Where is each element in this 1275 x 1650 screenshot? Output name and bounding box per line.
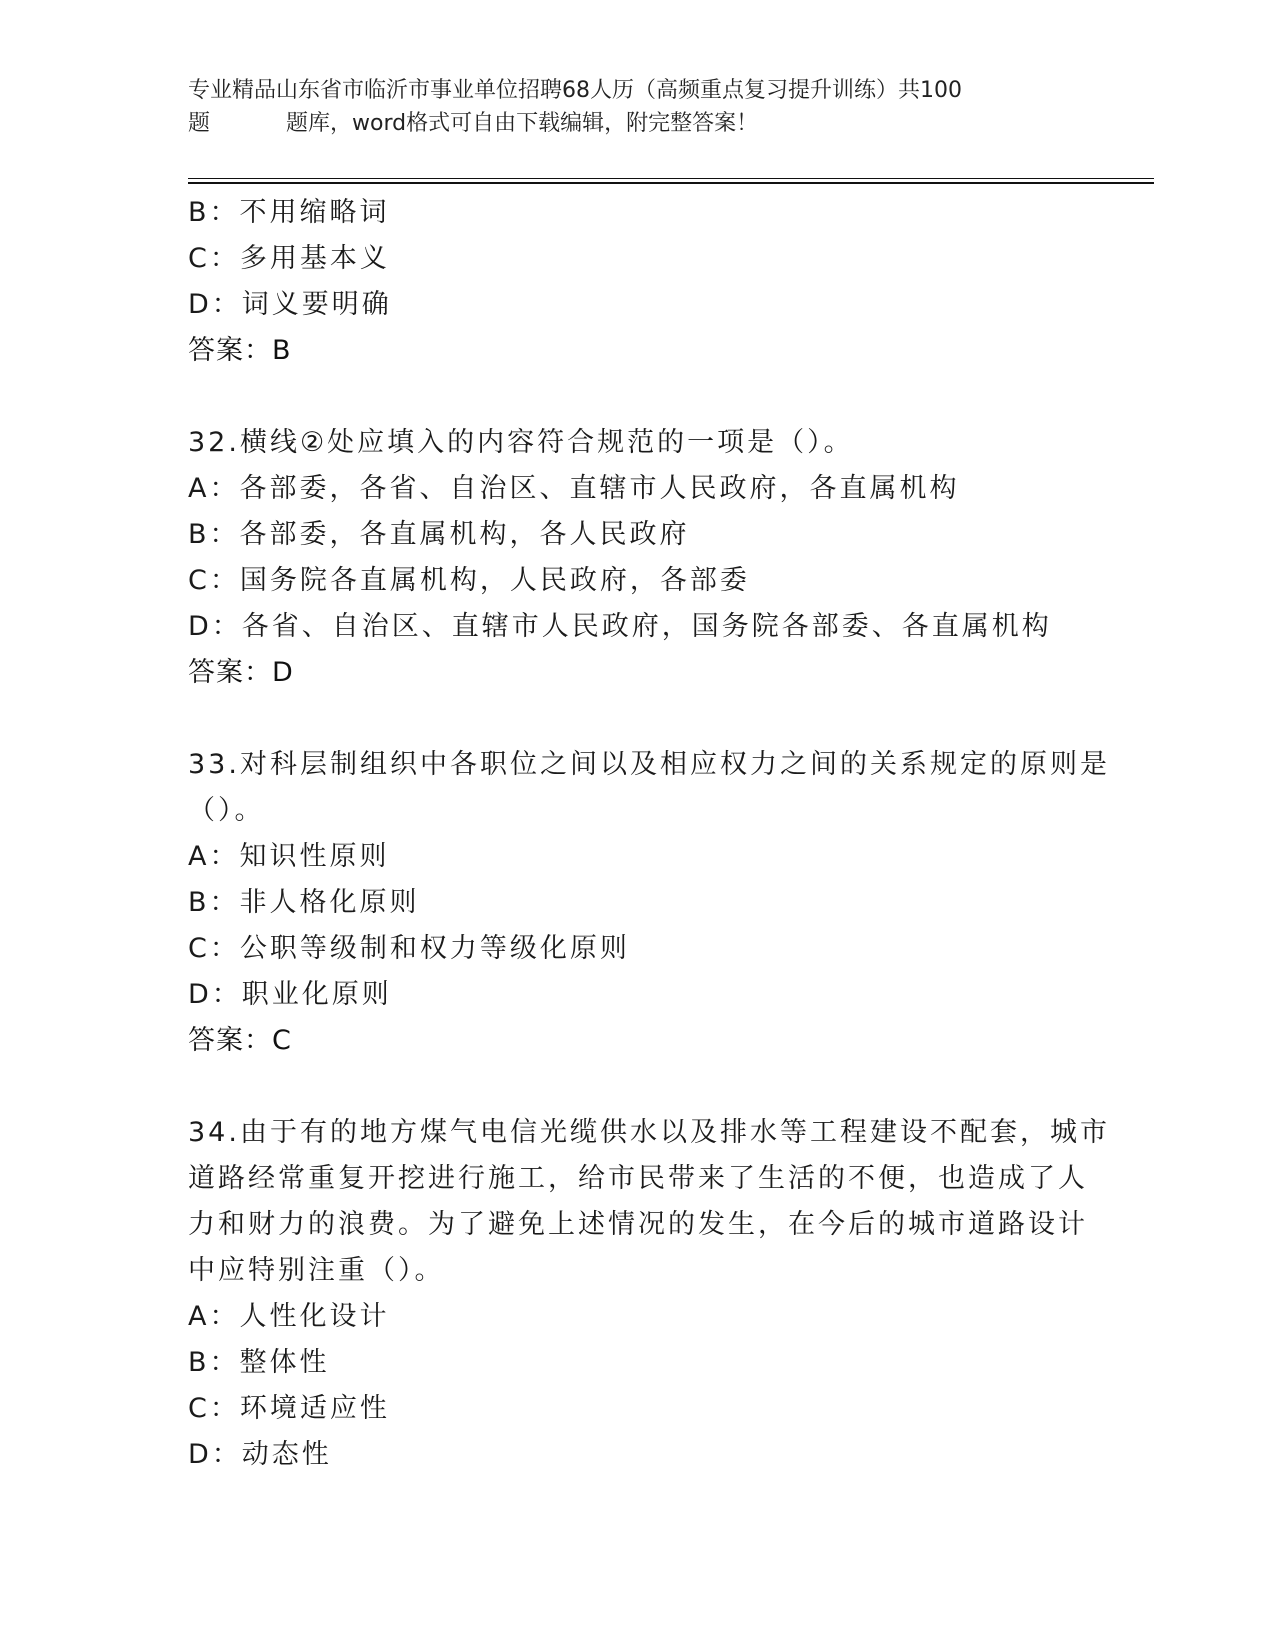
option-d: D：动态性	[188, 1439, 332, 1470]
question-stem-line-1: 34.由于有的地方煤气电信光缆供水以及排水等工程建设不配套，城市	[188, 1117, 1110, 1148]
answer-line: 答案：C	[188, 1025, 292, 1056]
question-stem-line-2: （）。	[188, 795, 265, 826]
option-c: C：环境适应性	[188, 1393, 390, 1424]
question-stem-line-3: 力和财力的浪费。为了避免上述情况的发生，在今后的城市道路设计	[188, 1209, 1088, 1240]
option-b: B：各部委，各直属机构，各人民政府	[188, 519, 690, 550]
question-34	[188, 1110, 1110, 1478]
question-list	[188, 190, 1110, 1478]
header-title-line-2-left: 题	[188, 111, 211, 136]
option-c: C：国务院各直属机构，人民政府，各部委	[188, 565, 750, 596]
option-b: B：整体性	[188, 1347, 330, 1378]
question-stem-line-4: 中应特别注重（）。	[188, 1255, 445, 1286]
question-31-tail	[188, 190, 1088, 374]
option-d: D：词义要明确	[188, 289, 392, 320]
option-b: B：不用缩略词	[188, 197, 390, 228]
option-d: D：各省、自治区、直辖市人民政府，国务院各部委、各直属机构	[188, 611, 1052, 642]
header-title-line-2-right: 题库，word格式可自由下载编辑，附完整答案！	[286, 111, 759, 136]
header-title-line-1: 专业精品山东省市临沂市事业单位招聘68人历（高频重点复习提升训练）共100	[188, 78, 962, 103]
option-c: C：多用基本义	[188, 243, 390, 274]
answer-line: 答案：D	[188, 657, 294, 688]
page-header	[188, 74, 1068, 140]
answer-line: 答案：B	[188, 335, 292, 366]
header-divider-thin	[188, 178, 1154, 179]
question-33	[188, 742, 1110, 1064]
option-a: A：人性化设计	[188, 1301, 390, 1332]
option-d: D：职业化原则	[188, 979, 392, 1010]
header-title-line-2	[188, 107, 1068, 140]
header-divider-thick	[188, 182, 1154, 184]
option-b: B：非人格化原则	[188, 887, 420, 918]
question-stem: 32.横线②处应填入的内容符合规范的一项是（）。	[188, 427, 854, 458]
question-stem-line-1: 33.对科层制组织中各职位之间以及相应权力之间的关系规定的原则是	[188, 749, 1110, 780]
question-stem-line-2: 道路经常重复开挖进行施工，给市民带来了生活的不便，也造成了人	[188, 1163, 1088, 1194]
option-a: A：各部委，各省、自治区、直辖市人民政府，各直属机构	[188, 473, 960, 504]
question-32	[188, 420, 1088, 696]
option-c: C：公职等级制和权力等级化原则	[188, 933, 630, 964]
option-a: A：知识性原则	[188, 841, 390, 872]
